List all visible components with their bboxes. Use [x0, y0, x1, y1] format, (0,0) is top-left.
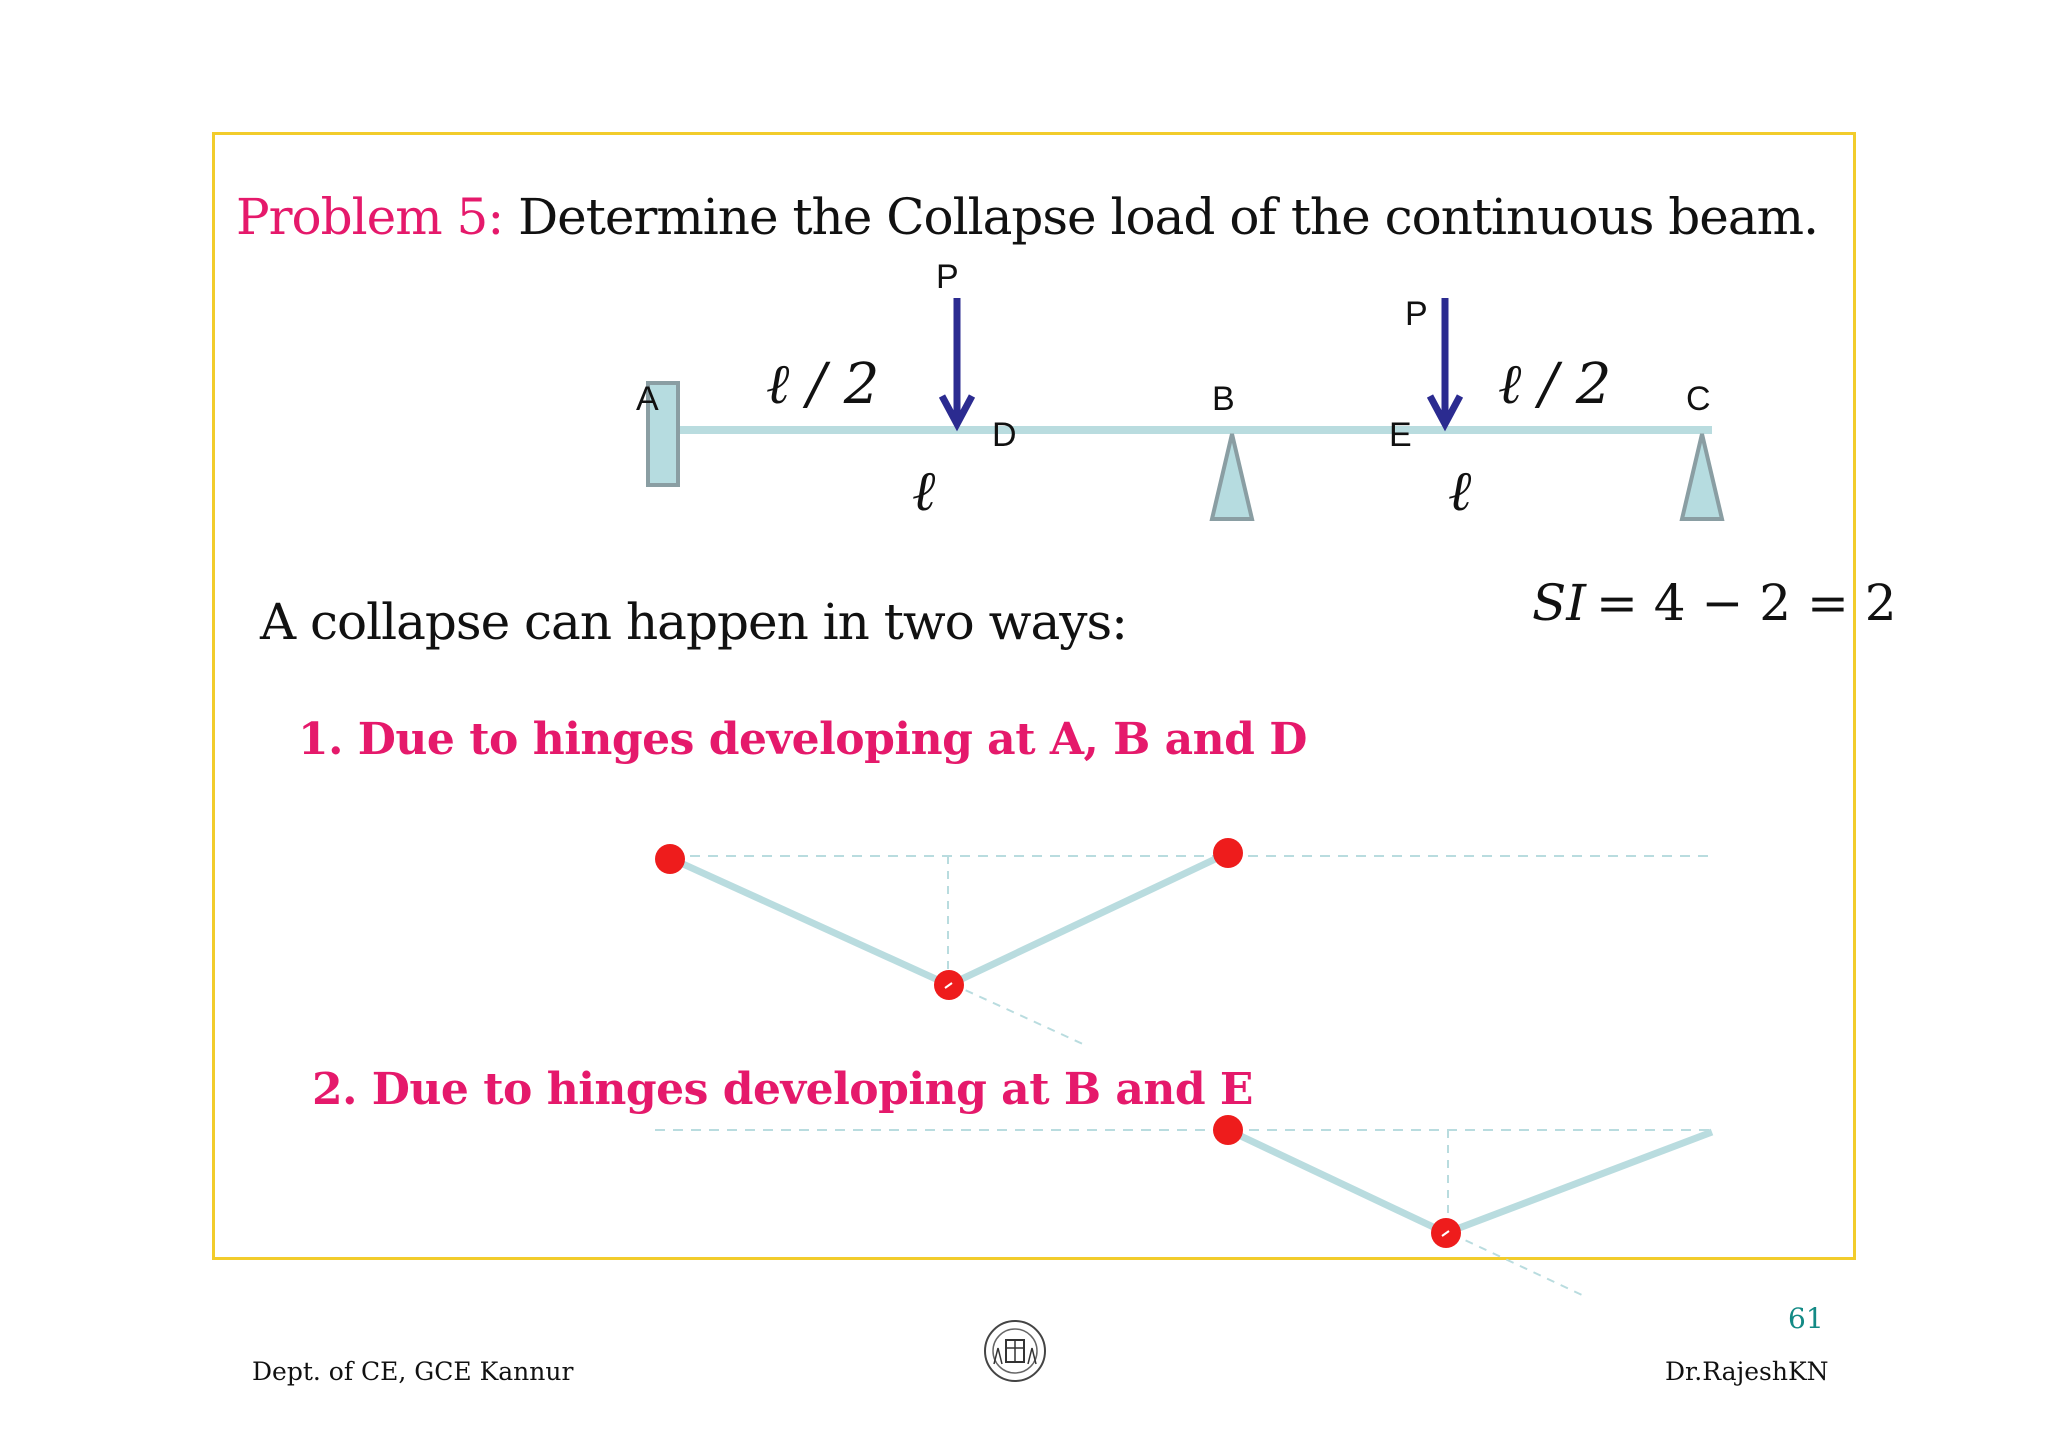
point-label-e: E	[1389, 416, 1412, 454]
footer-department: Dept. of CE, GCE Kannur	[252, 1357, 574, 1386]
load-label-p1: P	[936, 258, 959, 296]
footer-author: Dr.RajeshKN	[1665, 1357, 1829, 1386]
college-emblem-icon	[982, 1318, 1048, 1384]
point-label-a: A	[636, 380, 659, 418]
collapse-way-2: 2. Due to hinges developing at B and E	[312, 1064, 1253, 1115]
si-equation	[1532, 574, 1897, 632]
mechanism-1	[655, 838, 1712, 1045]
si-rhs: = 4 − 2 = 2	[1596, 574, 1897, 632]
span-length-label-2: ℓ	[1448, 459, 1472, 524]
hinge-a	[655, 844, 685, 874]
hinge-b	[1213, 838, 1243, 868]
support-b	[1212, 434, 1252, 519]
load-arrow-d	[942, 298, 972, 424]
point-label-b: B	[1212, 380, 1235, 418]
span-half-label-1: ℓ / 2	[766, 352, 880, 417]
mechanism-2	[655, 1115, 1712, 1295]
span-half-label-2: ℓ / 2	[1498, 352, 1612, 417]
point-label-d: D	[992, 416, 1017, 454]
span-length-label-1: ℓ	[912, 459, 936, 524]
problem-statement: Determine the Collapse load of the continuous beam.	[503, 188, 1818, 246]
load-label-p2: P	[1405, 295, 1428, 333]
support-c	[1682, 434, 1722, 519]
page-number: 61	[1788, 1302, 1824, 1335]
hinge-b-2	[1213, 1115, 1243, 1145]
collapse-intro: A collapse can happen in two ways:	[260, 593, 1128, 651]
collapse-way-1: 1. Due to hinges developing at A, B and D	[298, 714, 1307, 765]
problem-label: Problem 5:	[236, 188, 504, 246]
point-label-c: C	[1686, 380, 1711, 418]
load-arrow-e	[1430, 298, 1460, 424]
si-lhs: SI	[1532, 574, 1587, 632]
